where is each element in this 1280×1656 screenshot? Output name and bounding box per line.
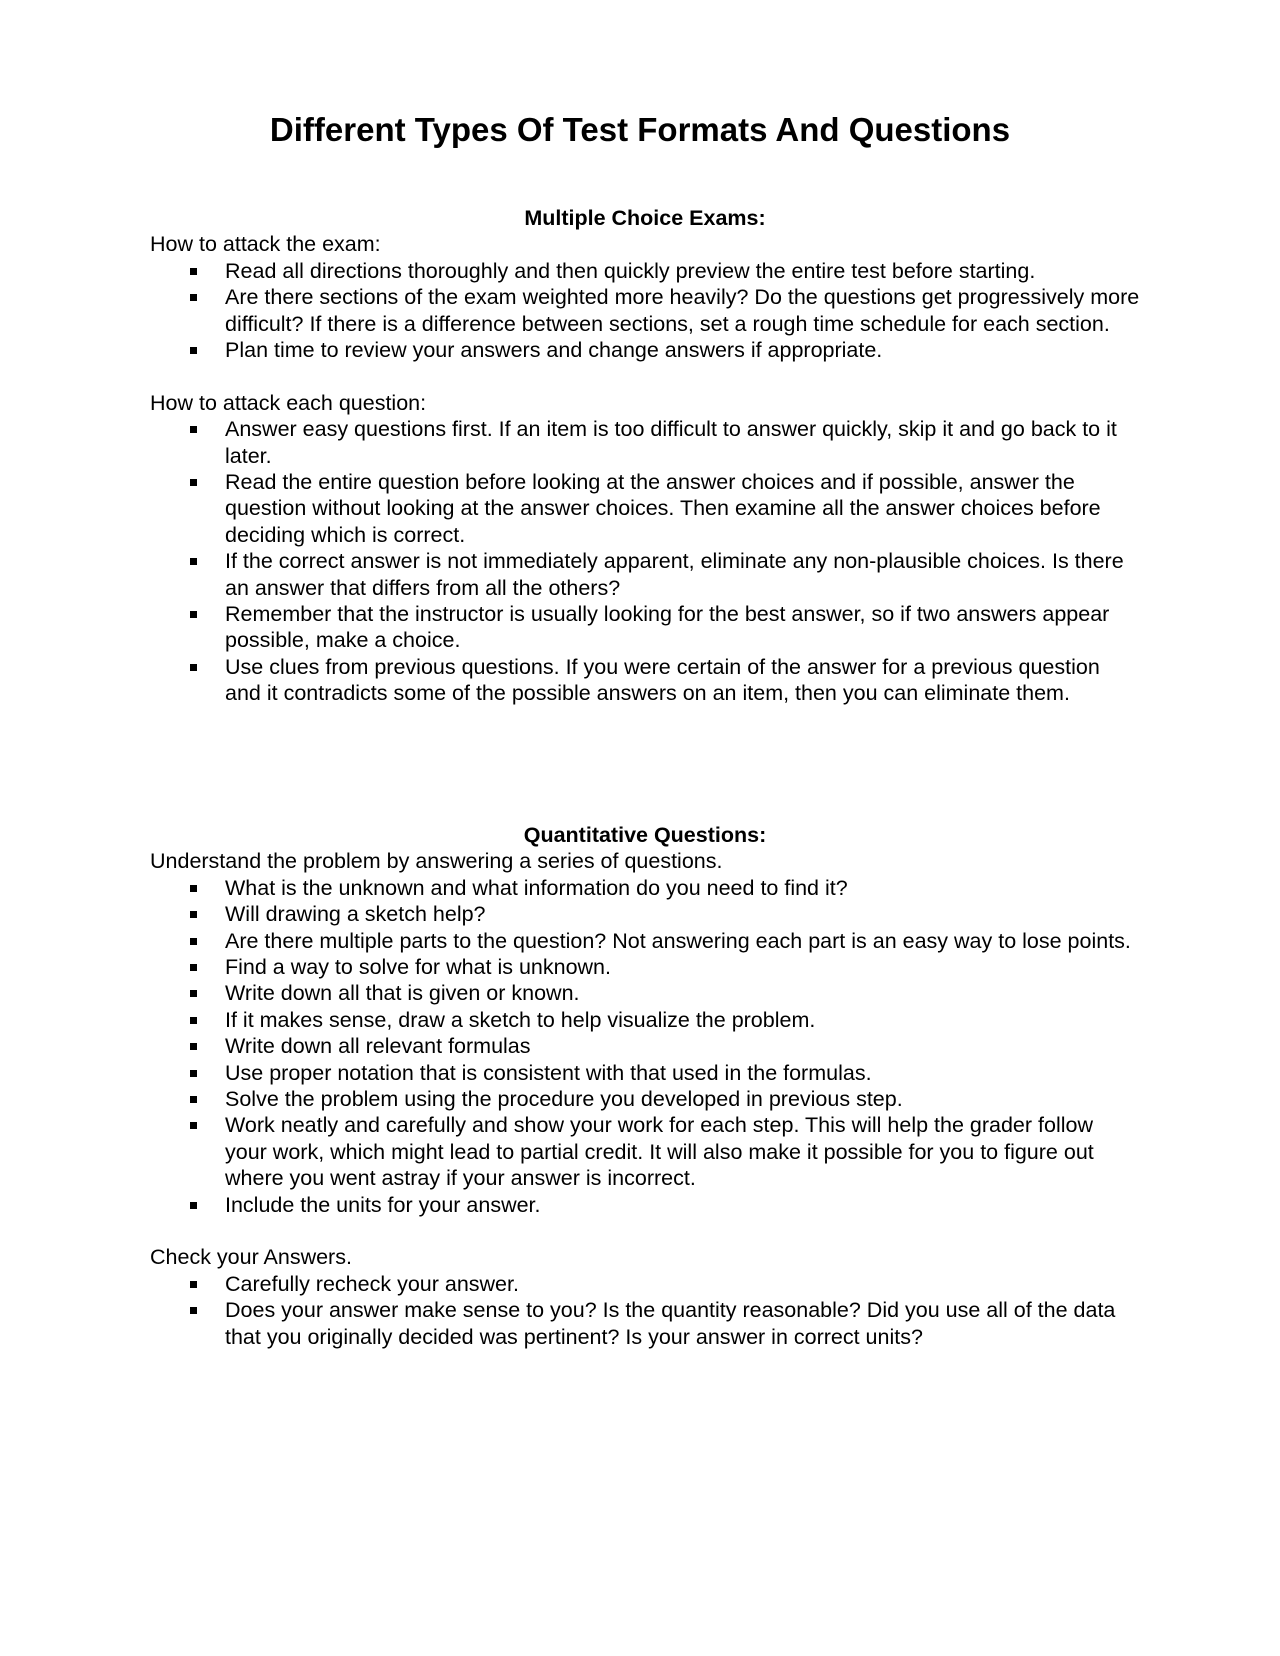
bullet-icon	[190, 1070, 197, 1077]
bullet-icon	[190, 1281, 197, 1288]
understand-intro: Understand the problem by answering a series of questions.	[150, 849, 723, 874]
list-item: What is the unknown and what information do you need to find it?	[150, 875, 1140, 901]
list-item: Does your answer make sense to you? Is the quantity reasonable? Did you use all of the data that you originally decided was pertinent? Is your answer in correct units?	[150, 1297, 1140, 1350]
quantitative-section	[150, 822, 1140, 1350]
bullet-icon	[190, 1202, 197, 1209]
bullet-icon	[190, 611, 197, 618]
list-item: If the correct answer is not immediately apparent, eliminate any non-plausible choices. Is there an answer that differs from all the others?	[150, 548, 1140, 601]
list-item: Use proper notation that is consistent with that used in the formulas.	[150, 1060, 1140, 1086]
list-item: Carefully recheck your answer.	[150, 1271, 1140, 1297]
list-item: Solve the problem using the procedure you developed in previous step.	[150, 1086, 1140, 1112]
list-item: Include the units for your answer.	[150, 1192, 1140, 1218]
bullet-icon	[190, 664, 197, 671]
bullet-icon	[190, 426, 197, 433]
list-item: Use clues from previous questions. If you were certain of the answer for a previous question and it contradicts some of the possible answers on an item, then you can eliminate them.	[150, 654, 1140, 707]
exam-list	[150, 258, 1140, 364]
list-item: Read the entire question before looking at the answer choices and if possible, answer the question without looking at the answer choices. Then examine all the answer choices before deciding which is correct.	[150, 469, 1140, 548]
bullet-icon	[190, 990, 197, 997]
list-item: Write down all that is given or known.	[150, 980, 1140, 1006]
exam-intro: How to attack the exam:	[150, 232, 381, 257]
bullet-icon	[190, 885, 197, 892]
bullet-icon	[190, 1307, 197, 1314]
bullet-icon	[190, 294, 197, 301]
section-heading: Multiple Choice Exams:	[524, 206, 766, 230]
bullet-icon	[190, 347, 197, 354]
understand-list	[150, 875, 1140, 1218]
list-item: Are there sections of the exam weighted more heavily? Do the questions get progressively more difficult? If there is a difference between sections, set a rough time schedule for each section.	[150, 284, 1140, 337]
bullet-icon	[190, 1043, 197, 1050]
question-intro: How to attack each question:	[150, 390, 427, 415]
bullet-icon	[190, 1096, 197, 1103]
bullet-icon	[190, 479, 197, 486]
list-item: Remember that the instructor is usually looking for the best answer, so if two answers appear possible, make a choice.	[150, 601, 1140, 654]
bullet-icon	[190, 964, 197, 971]
list-item: Write down all relevant formulas	[150, 1033, 1140, 1059]
page-title: Different Types Of Test Formats And Questions	[269, 111, 1011, 148]
multiple-choice-section	[150, 205, 1140, 707]
list-item: Are there multiple parts to the question? Not answering each part is an easy way to lose points.	[150, 928, 1140, 954]
bullet-icon	[190, 911, 197, 918]
bullet-icon	[190, 1017, 197, 1024]
list-item: Plan time to review your answers and change answers if appropriate.	[150, 337, 1140, 363]
bullet-icon	[190, 268, 197, 275]
check-intro: Check your Answers.	[150, 1245, 352, 1270]
check-list	[150, 1271, 1140, 1350]
bullet-icon	[190, 558, 197, 565]
list-item: Find a way to solve for what is unknown.	[150, 954, 1140, 980]
list-item: Answer easy questions first. If an item is too difficult to answer quickly, skip it and go back to it later.	[150, 416, 1140, 469]
list-item: Read all directions thoroughly and then quickly preview the entire test before starting.	[150, 258, 1140, 284]
list-item: Work neatly and carefully and show your work for each step. This will help the grader follow your work, which might lead to partial credit. It will also make it possible for you to figure out where you went astray if your answer is incorrect.	[150, 1112, 1140, 1191]
list-item: If it makes sense, draw a sketch to help visualize the problem.	[150, 1007, 1140, 1033]
question-list	[150, 416, 1140, 706]
bullet-icon	[190, 1122, 197, 1129]
list-item: Will drawing a sketch help?	[150, 901, 1140, 927]
bullet-icon	[190, 938, 197, 945]
section-heading: Quantitative Questions:	[523, 823, 767, 847]
